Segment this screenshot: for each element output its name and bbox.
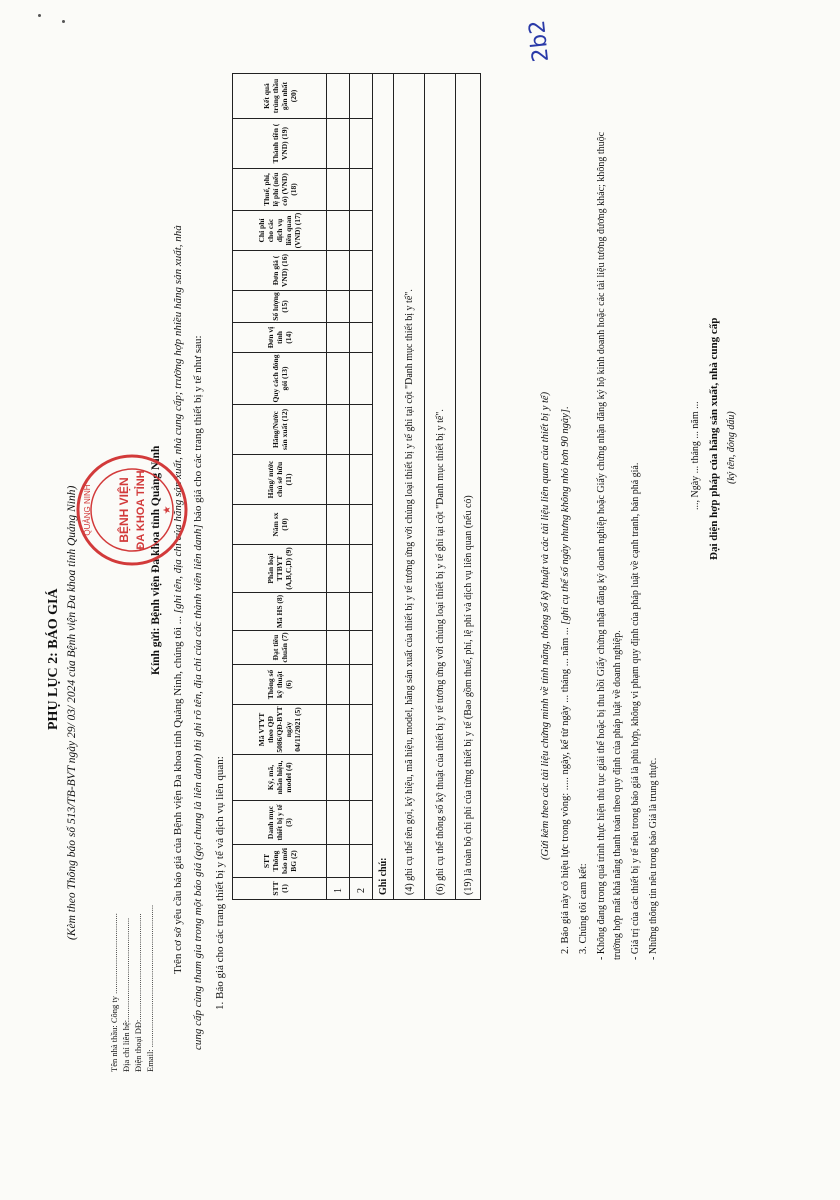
table-cell — [350, 631, 373, 665]
company-email-line: Email: ................................................................... — [145, 904, 155, 1072]
table-header-cell: STT Thông báo mời BG (2) — [233, 845, 327, 878]
table-row — [350, 74, 373, 900]
page-title: PHỤ LỤC 2: BÁO GIÁ — [46, 588, 61, 730]
table-header-cell: Chi phí cho các dịch vụ liên quan (VND) (17) — [233, 211, 327, 251]
signature-note: (ký tên, đóng dấu) — [726, 411, 737, 484]
table-cell — [350, 405, 373, 455]
note-title: Ghi chú: — [373, 74, 394, 900]
table-header-cell: Kết quả trúng thầu gần nhất (20) — [233, 74, 327, 119]
note-title-row — [373, 74, 394, 900]
table-cell — [327, 505, 350, 545]
table-cell — [327, 705, 350, 755]
table-cell — [327, 119, 350, 169]
table-cell — [350, 74, 373, 119]
hospital-stamp — [74, 452, 190, 568]
validity-text: 2. Báo giá này có hiệu lực trong vòng: ..... ngày, kể từ ngày ... tháng ... năm ... — [560, 624, 571, 954]
intro-bracket-text: [ghi tên, địa chỉ của hãng sản xuất, nhà cung cấp; trường hợp nhiều hãng sản xuất, nhà cung cấp cùng tham gia trong một báo giá (gọi chung là liên danh) thì ghi rõ tên, địa chỉ của các thành viên liên danh] — [172, 225, 204, 1050]
table-cell — [350, 291, 373, 323]
attachment-note: (Gửi kèm theo các tài liệu chứng minh về tính năng, thông số kỹ thuật và các tài liệu liên quan của thiết bị y tế) — [540, 391, 551, 860]
table-cell — [350, 545, 373, 593]
table-cell — [327, 455, 350, 505]
company-name-line: Tên nhà thầu: Công ty ...................................... — [109, 913, 119, 1072]
table-cell — [350, 251, 373, 291]
table-header-cell: Hãng/Nước sản xuất (12) — [233, 405, 327, 455]
intro-text-end: báo giá cho các trang thiết bị y tế như sau: — [192, 335, 204, 525]
page-subtitle: (Kèm theo Thông báo số 513/TB-BVT ngày 29/ 03/ 2024 của Bệnh viện Đa khoa tỉnh Quảng Ninh) — [66, 485, 78, 940]
table-cell — [327, 211, 350, 251]
note-item: (19) là toàn bộ chi phí của từng thiết bị y tế (Bao gồm thuế, phí, lệ phí và dịch vụ liên quan (nếu có) — [456, 74, 481, 900]
commitment-item: - Không đang trong quá trình thực hiện thủ tục giải thể hoặc bị thu hồi Giấy chứng nhận đăng ký doanh nghiệp hoặc Giấy chứng nhận đăng ký hộ kinh doanh hoặc các tài liệu tương đương khác; không thuộc — [596, 131, 607, 960]
table-cell — [350, 323, 373, 353]
table-header-cell: Số lượng (15) — [233, 291, 327, 323]
table-cell — [327, 251, 350, 291]
table-cell — [327, 405, 350, 455]
table-cell — [350, 755, 373, 801]
table-cell — [327, 169, 350, 211]
svg-text:BỆNH VIỆN: BỆNH VIỆN — [117, 477, 131, 543]
table-cell — [327, 801, 350, 845]
commitment-item: - Những thông tin nêu trong báo Giá là trung thực. — [648, 757, 659, 960]
note-item: (4) ghi cụ thể tên gọi, ký hiệu, mã hiệu, model, hãng sản xuất của thiết bị y tế tương ứng với chủng loại thiết bị y tế ghi tại cột "Danh mục thiết bị y tế". — [394, 74, 425, 900]
table-cell — [327, 845, 350, 878]
table-cell — [350, 211, 373, 251]
table-header-cell: Thuế, phí, lệ phí (nếu có) (VND) (18) — [233, 169, 327, 211]
table-header-cell: Đạt tiêu chuẩn (7) — [233, 631, 327, 665]
table-cell — [350, 505, 373, 545]
table-cell — [350, 705, 373, 755]
handwritten-page-number: 2b2 — [524, 18, 555, 64]
validity-bracket: [ghi cụ thể số ngày nhưng không nhỏ hơn 90 ngày] — [560, 409, 571, 625]
table-header-cell: STT (1) — [233, 878, 327, 900]
table-cell — [327, 631, 350, 665]
table-cell — [327, 545, 350, 593]
signature-date: ..., Ngày ... tháng ... năm ... — [690, 401, 701, 510]
note-item: (6) ghi cụ thể thông số kỹ thuật của thiết bị y tế tương ứng với chủng loại thiết bị y tế ghi tại cột "Danh mục thiết bị y tế". — [425, 74, 456, 900]
table-row — [327, 74, 350, 900]
table-cell — [327, 755, 350, 801]
table-cell — [327, 353, 350, 405]
table-header-cell: Ký, mã, nhãn hiệu, model (4) — [233, 755, 327, 801]
table-cell — [350, 665, 373, 705]
table-cell — [350, 169, 373, 211]
row-number: 2 — [350, 878, 373, 900]
signature-role: Đại diện hợp pháp của hãng sản xuất, nhà cung cấp — [708, 317, 720, 560]
table-header-cell: Mã HS (8) — [233, 593, 327, 631]
table-header-cell: Thành tiền ( VND) (19) — [233, 119, 327, 169]
table-header-cell: Năm sx (10) — [233, 505, 327, 545]
company-address-line: Địa chỉ liên hệ:................................................ — [121, 917, 131, 1072]
table-cell — [350, 353, 373, 405]
validity-end: . — [560, 406, 571, 410]
table-header-cell: Đơn giá ( VND) (16) — [233, 251, 327, 291]
intro-paragraph — [168, 220, 208, 1050]
table-cell — [327, 593, 350, 631]
table-header-cell: Thông số kỹ thuật (6) — [233, 665, 327, 705]
intro-text: Trên cơ sở yêu cầu báo giá của Bệnh viện Đa khoa tỉnh Quảng Ninh, chúng tôi ... — [172, 613, 184, 974]
validity-line — [560, 406, 571, 954]
table-cell — [327, 665, 350, 705]
company-phone-line: Điện thoại DĐ:.................................................. — [133, 913, 143, 1072]
row-number: 1 — [327, 878, 350, 900]
table-cell — [350, 801, 373, 845]
table-header-row — [233, 74, 327, 900]
table-cell — [350, 455, 373, 505]
section-1-heading: 1. Báo giá cho các trang thiết bị y tế và dịch vụ liên quan: — [214, 756, 226, 1010]
note-row — [425, 74, 456, 900]
commitment-item-cont: trường hợp mất khả năng thanh toán theo quy định của pháp luật về doanh nghiệp. — [612, 630, 623, 960]
table-cell — [350, 119, 373, 169]
table-cell — [327, 74, 350, 119]
table-cell — [350, 593, 373, 631]
note-row — [394, 74, 425, 900]
svg-text:ĐA KHOA TỈNH: ĐA KHOA TỈNH — [135, 470, 147, 550]
quotation-table — [232, 73, 481, 900]
table-header-cell: Danh mục thiết bị y tế (3) — [233, 801, 327, 845]
svg-text:QUẢNG NINH: QUẢNG NINH — [83, 484, 92, 536]
note-row — [456, 74, 481, 900]
table-cell — [327, 291, 350, 323]
table-header-cell: Đơn vị tính (14) — [233, 323, 327, 353]
table-header-cell: Quy cách đóng gói (13) — [233, 353, 327, 405]
table-cell — [327, 323, 350, 353]
commitment-heading: 3. Chúng tôi cam kết: — [578, 863, 589, 954]
commitment-item: - Giá trị của các thiết bị y tế nêu trong báo giá là phù hợp, không vi phạm quy định của pháp luật về cạnh tranh, bán phá giá. — [630, 462, 641, 960]
table-cell — [350, 845, 373, 878]
addressee: Kính gửi: Bệnh viện Đa khoa tỉnh Quảng Ninh — [150, 445, 162, 675]
table-header-cell: Mã VTYT theo QĐ 5086/QĐ-BYT ngày 04/11/2021 (5) — [233, 705, 327, 755]
svg-text:★: ★ — [162, 505, 173, 515]
table-header-cell: Hãng/ nước chủ sở hữu (11) — [233, 455, 327, 505]
table-header-cell: Phân loại TTBYT (A,B,C,D) (9) — [233, 545, 327, 593]
